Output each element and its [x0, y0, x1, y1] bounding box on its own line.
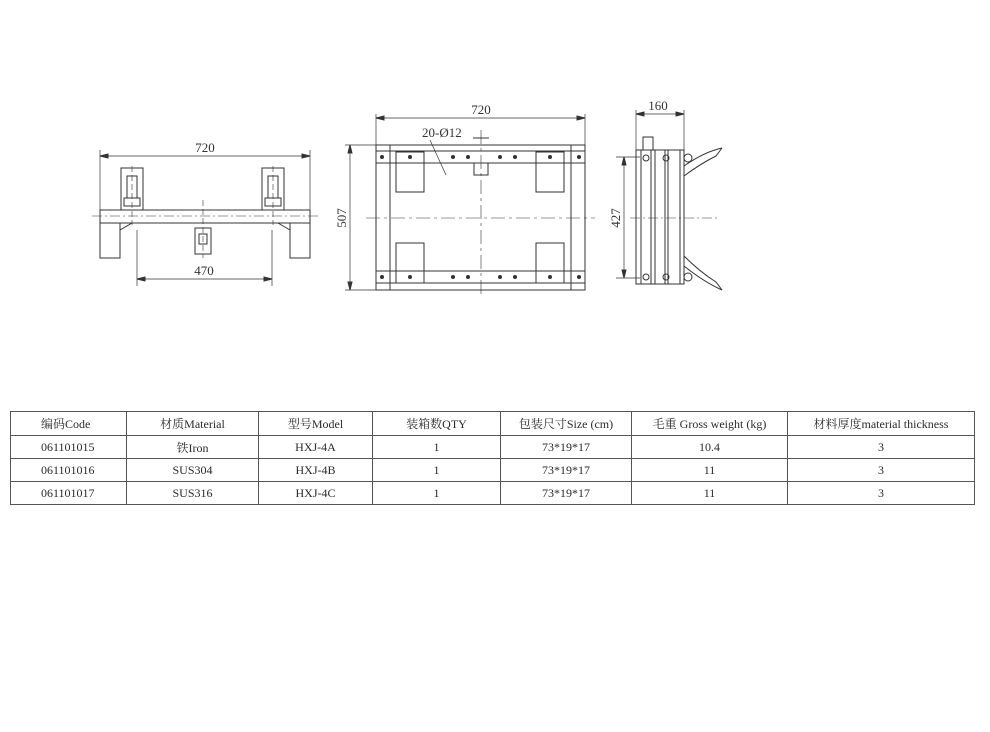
hole-label: 20-Ø12 [422, 125, 462, 140]
front-inner-label: 470 [194, 263, 214, 278]
header-thickness: 材料厚度material thickness [788, 412, 975, 436]
cell-size: 73*19*17 [501, 436, 632, 459]
table-row [11, 482, 975, 505]
header-material: 材质Material [127, 412, 259, 436]
cell-size: 73*19*17 [501, 459, 632, 482]
top-height-label: 507 [334, 208, 349, 228]
top-width-label: 720 [471, 102, 491, 117]
cell-gross-weight: 10.4 [632, 436, 788, 459]
cell-code: 061101017 [11, 482, 127, 505]
cell-material: 铁Iron [127, 436, 259, 459]
cell-material: SUS304 [127, 459, 259, 482]
front-width-label: 720 [195, 140, 215, 155]
side-height-label: 427 [608, 208, 623, 228]
cell-code: 061101015 [11, 436, 127, 459]
cell-thickness: 3 [788, 459, 975, 482]
cell-qty: 1 [373, 482, 501, 505]
header-size: 包装尺寸Size (cm) [501, 412, 632, 436]
cell-material: SUS316 [127, 482, 259, 505]
header-code: 编码Code [11, 412, 127, 436]
table-header-row [11, 412, 975, 436]
spec-table [10, 411, 975, 505]
table-row [11, 459, 975, 482]
header-gross-weight: 毛重 Gross weight (kg) [632, 412, 788, 436]
technical-drawing [0, 0, 990, 360]
cell-size: 73*19*17 [501, 482, 632, 505]
cell-model: HXJ-4A [259, 436, 373, 459]
cell-code: 061101016 [11, 459, 127, 482]
cell-qty: 1 [373, 436, 501, 459]
side-view [608, 98, 722, 290]
cell-gross-weight: 11 [632, 482, 788, 505]
cell-model: HXJ-4C [259, 482, 373, 505]
cell-model: HXJ-4B [259, 459, 373, 482]
cell-qty: 1 [373, 459, 501, 482]
side-width-label: 160 [648, 98, 668, 113]
table-row [11, 436, 975, 459]
front-view [92, 140, 318, 286]
header-model: 型号Model [259, 412, 373, 436]
cell-thickness: 3 [788, 436, 975, 459]
top-view [334, 102, 595, 298]
cell-gross-weight: 11 [632, 459, 788, 482]
header-qty: 装箱数QTY [373, 412, 501, 436]
cell-thickness: 3 [788, 482, 975, 505]
